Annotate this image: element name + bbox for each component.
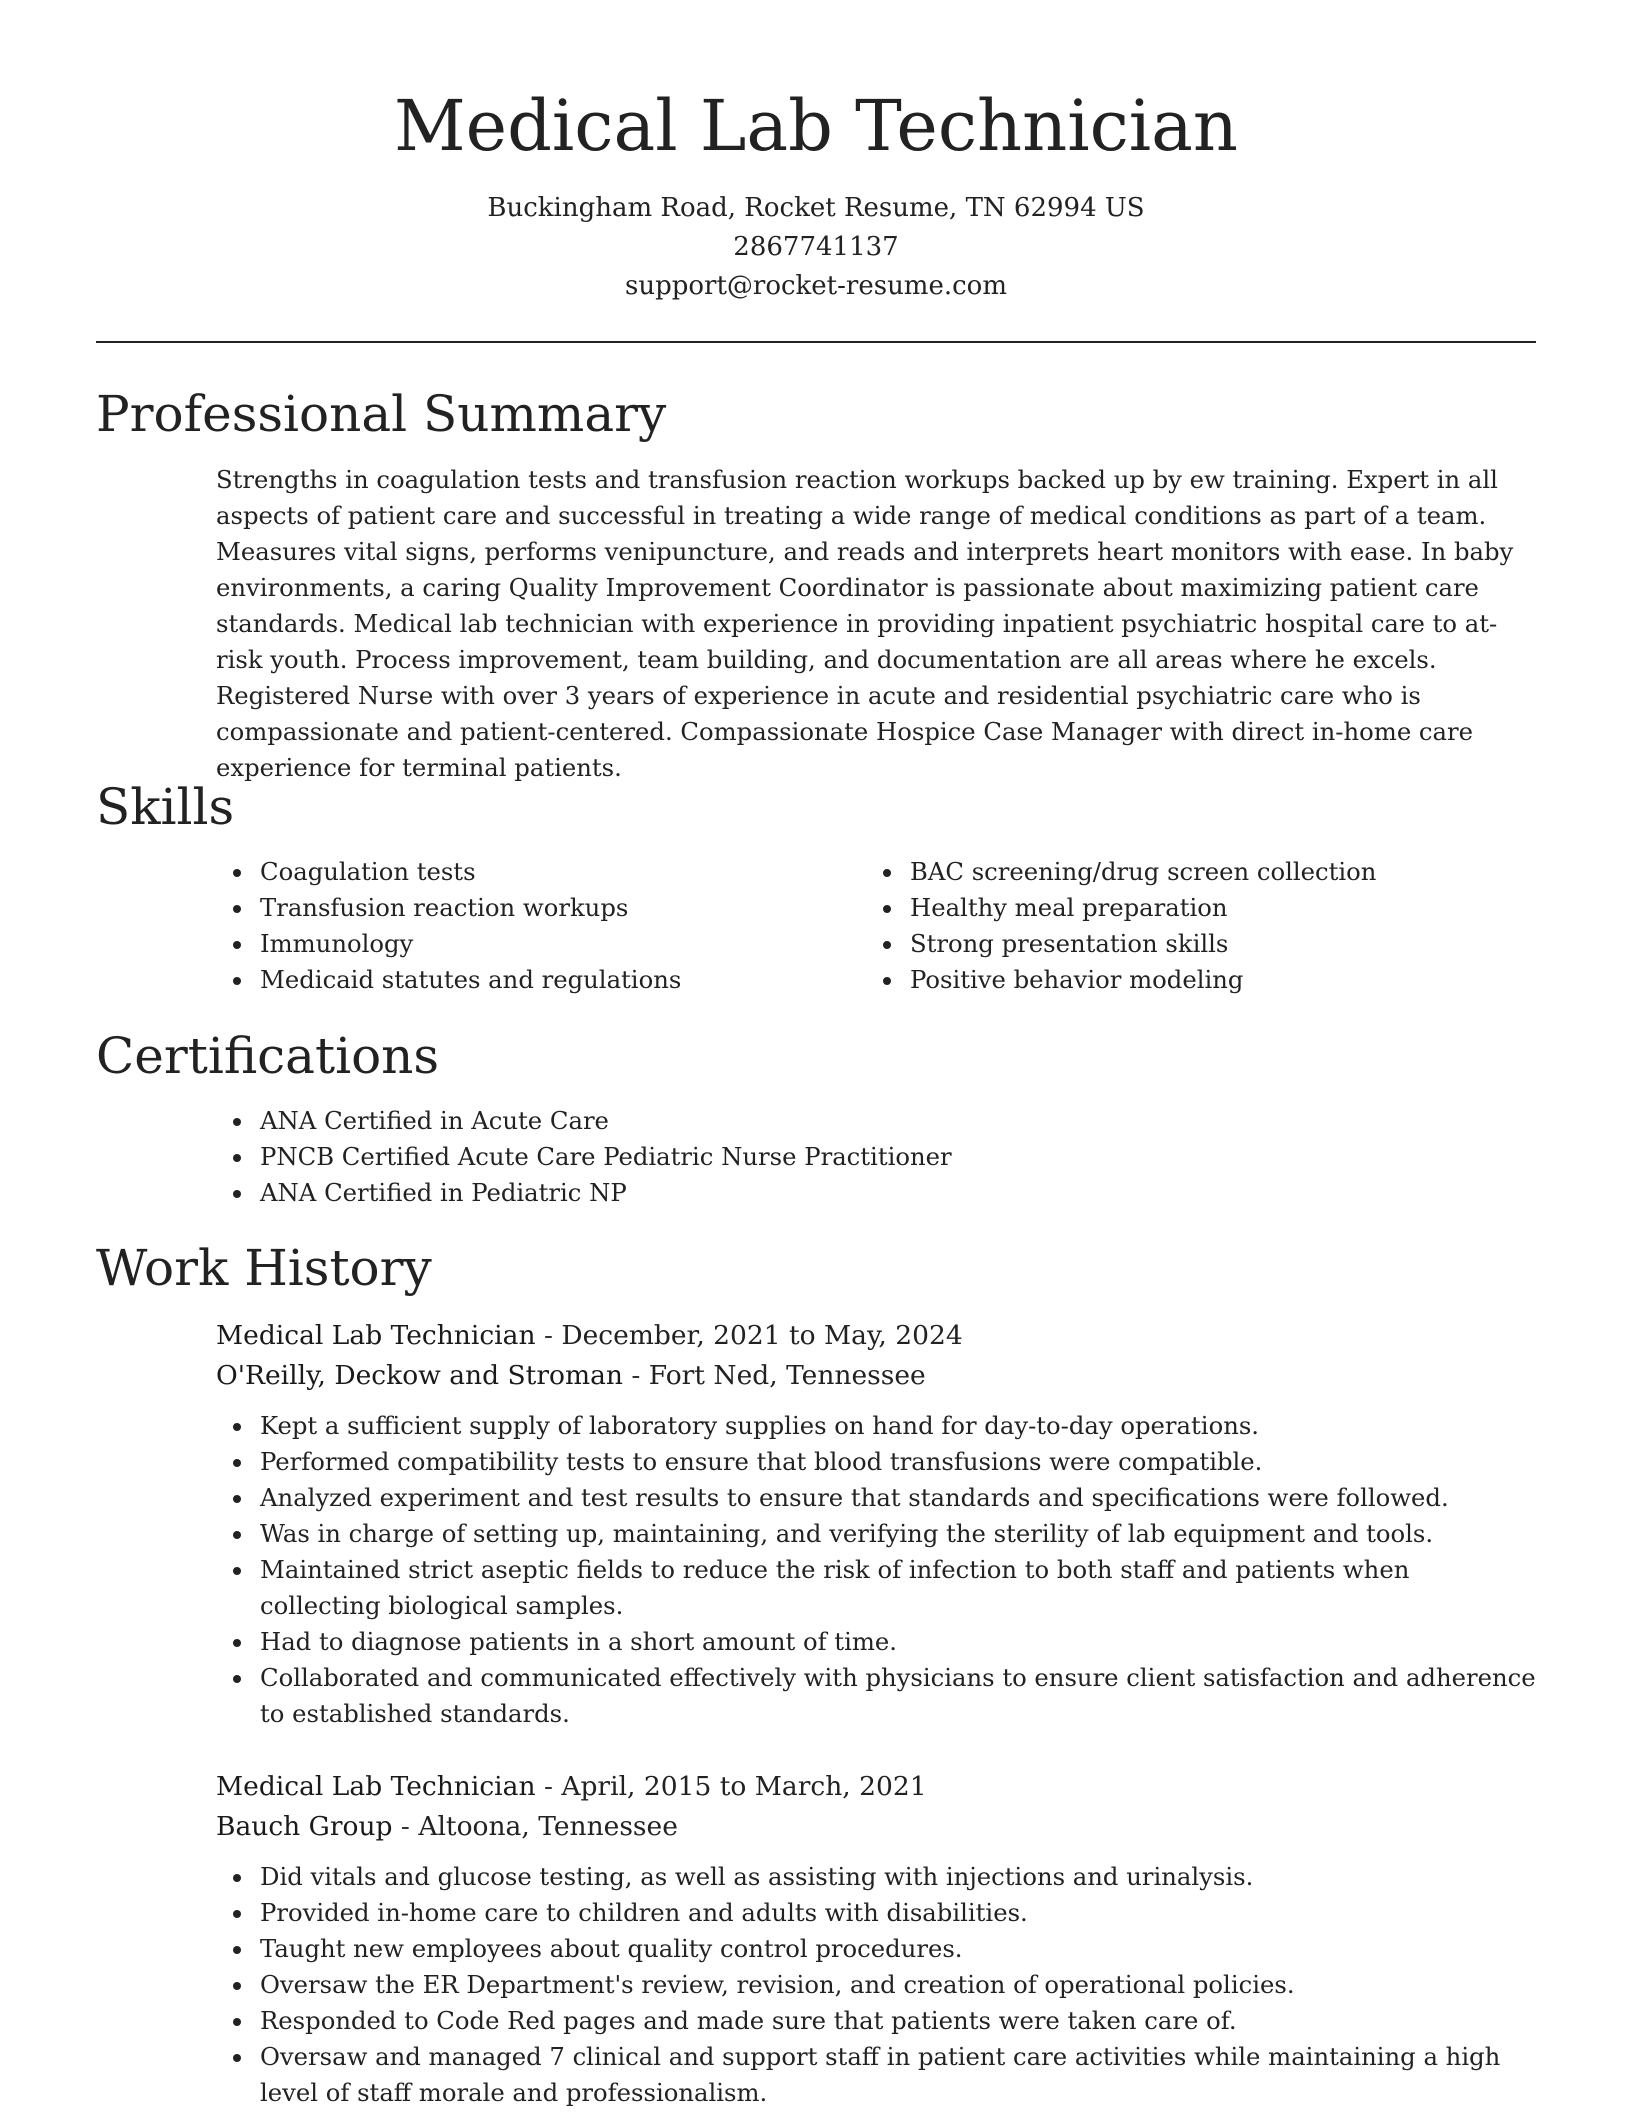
certification-item: ANA Certified in Pediatric NP <box>216 1175 1536 1211</box>
bullet-icon <box>233 1910 241 1918</box>
skill-item: Positive behavior modeling <box>866 962 1486 998</box>
job-duty-item: Kept a sufficient supply of laboratory supplies on hand for day-to-day operations. <box>216 1408 1536 1444</box>
bullet-icon <box>233 1190 241 1198</box>
skills-column-left <box>216 854 836 998</box>
certification-item: PNCB Certified Acute Care Pediatric Nurse Practitioner <box>216 1139 1536 1175</box>
resume-header <box>96 78 1536 306</box>
skills-list-right <box>866 854 1486 998</box>
bullet-icon <box>233 941 241 949</box>
candidate-name: Medical Lab Technician <box>394 85 1238 167</box>
bullet-icon <box>883 977 891 985</box>
bullet-icon <box>233 1423 241 1431</box>
section-title-certifications: Certifications <box>96 1027 440 1085</box>
bullet-icon <box>233 1531 241 1539</box>
skill-item: Coagulation tests <box>216 854 836 890</box>
job-duties-list <box>216 1859 1536 2111</box>
job-dates: April, 2015 to March, 2021 <box>561 1771 927 1802</box>
job-company-line: O'Reilly, Deckow and Stroman - Fort Ned, Tennessee <box>216 1360 926 1391</box>
bullet-icon <box>233 1459 241 1467</box>
job-title-line: Medical Lab Technician - April, 2015 to March, 2021 <box>216 1771 927 1802</box>
job-title-line: Medical Lab Technician - December, 2021 to May, 2024 <box>216 1320 963 1351</box>
job-duties-list <box>216 1408 1536 1732</box>
skill-item: Medicaid statutes and regulations <box>216 962 836 998</box>
summary-text: Strengths in coagulation tests and transfusion reaction workups backed up by ew training. Expert in all aspects of patient care and successful in treating a wide range of medical conditions as part of a team. Measures vital signs, performs venipuncture, and reads and interprets heart monitors with ease. In baby environments, a caring Quality Improvement Coordinator is passionate about maximizing patient care standards. Medical lab technician with experience in providing inpatient psychiatric hospital care to at-risk youth. Process improvement, team building, and documentation are all areas where he excels. Registered Nurse with over 3 years of experience in acute and residential psychiatric care who is compassionate and patient-centered. Compassionate Hospice Case Manager with direct in-home care experience for terminal patients. <box>216 465 1514 782</box>
bullet-icon <box>233 1639 241 1647</box>
job-company: Bauch Group <box>216 1811 393 1842</box>
bullet-icon <box>233 1495 241 1503</box>
skills-list-left <box>216 854 836 998</box>
skill-item: Immunology <box>216 926 836 962</box>
bullet-icon <box>233 1675 241 1683</box>
job-company: O'Reilly, Deckow and Stroman <box>216 1360 623 1391</box>
certifications-block <box>216 1103 1536 1211</box>
job-duty-item: Collaborated and communicated effectively with physicians to ensure client satisfaction and adherence to established standards. <box>216 1660 1536 1732</box>
section-title-work-history: Work History <box>96 1239 432 1297</box>
job-duty-item: Oversaw the ER Department's review, revision, and creation of operational policies. <box>216 1967 1536 2003</box>
job-duty-item: Responded to Code Red pages and made sure that patients were taken care of. <box>216 2003 1536 2039</box>
bullet-icon <box>883 905 891 913</box>
contact-phone: 2867741137 <box>733 232 899 262</box>
job-duty-item: Taught new employees about quality control procedures. <box>216 1931 1536 1967</box>
job-role: Medical Lab Technician <box>216 1320 536 1351</box>
bullet-icon <box>883 869 891 877</box>
job-duty-item: Was in charge of setting up, maintaining, and verifying the sterility of lab equipment and tools. <box>216 1516 1536 1552</box>
job-location: Altoona, Tennessee <box>418 1811 678 1842</box>
skill-item: Strong presentation skills <box>866 926 1486 962</box>
section-title-summary: Professional Summary <box>96 385 667 443</box>
bullet-icon <box>233 1118 241 1126</box>
bullet-icon <box>233 905 241 913</box>
job-dates: December, 2021 to May, 2024 <box>561 1320 963 1351</box>
job-duty-item: Oversaw and managed 7 clinical and support staff in patient care activities while maintaining a high level of staff morale and professionalism. <box>216 2039 1536 2111</box>
bullet-icon <box>233 1567 241 1575</box>
bullet-icon <box>233 1874 241 1882</box>
bullet-icon <box>233 1946 241 1954</box>
section-title-skills: Skills <box>96 778 235 836</box>
skill-item: Healthy meal preparation <box>866 890 1486 926</box>
bullet-icon <box>233 2018 241 2026</box>
job-location: Fort Ned, Tennessee <box>648 1360 926 1391</box>
bullet-icon <box>233 977 241 985</box>
skills-column-right <box>866 854 1486 998</box>
certifications-list <box>216 1103 1536 1211</box>
bullet-icon <box>233 1982 241 1990</box>
job-duty-item: Did vitals and glucose testing, as well as assisting with injections and urinalysis. <box>216 1859 1536 1895</box>
job-duty-item: Had to diagnose patients in a short amount of time. <box>216 1624 1536 1660</box>
header-divider <box>96 341 1536 343</box>
contact-address: Buckingham Road, Rocket Resume, TN 62994 US <box>487 193 1145 223</box>
bullet-icon <box>883 941 891 949</box>
job-entry <box>216 1767 1536 2111</box>
job-duty-item: Provided in-home care to children and adults with disabilities. <box>216 1895 1536 1931</box>
contact-email: support@rocket-resume.com <box>624 271 1007 301</box>
job-duty-item: Analyzed experiment and test results to ensure that standards and specifications were followed. <box>216 1480 1536 1516</box>
bullet-icon <box>233 869 241 877</box>
job-duty-item: Performed compatibility tests to ensure that blood transfusions were compatible. <box>216 1444 1536 1480</box>
job-role: Medical Lab Technician <box>216 1771 536 1802</box>
skill-item: BAC screening/drug screen collection <box>866 854 1486 890</box>
job-company-line: Bauch Group - Altoona, Tennessee <box>216 1811 678 1842</box>
bullet-icon <box>233 1154 241 1162</box>
certification-item: ANA Certified in Acute Care <box>216 1103 1536 1139</box>
skill-item: Transfusion reaction workups <box>216 890 836 926</box>
bullet-icon <box>233 2054 241 2062</box>
job-duty-item: Maintained strict aseptic fields to reduce the risk of infection to both staff and patients when collecting biological samples. <box>216 1552 1536 1624</box>
job-entry <box>216 1316 1536 1732</box>
